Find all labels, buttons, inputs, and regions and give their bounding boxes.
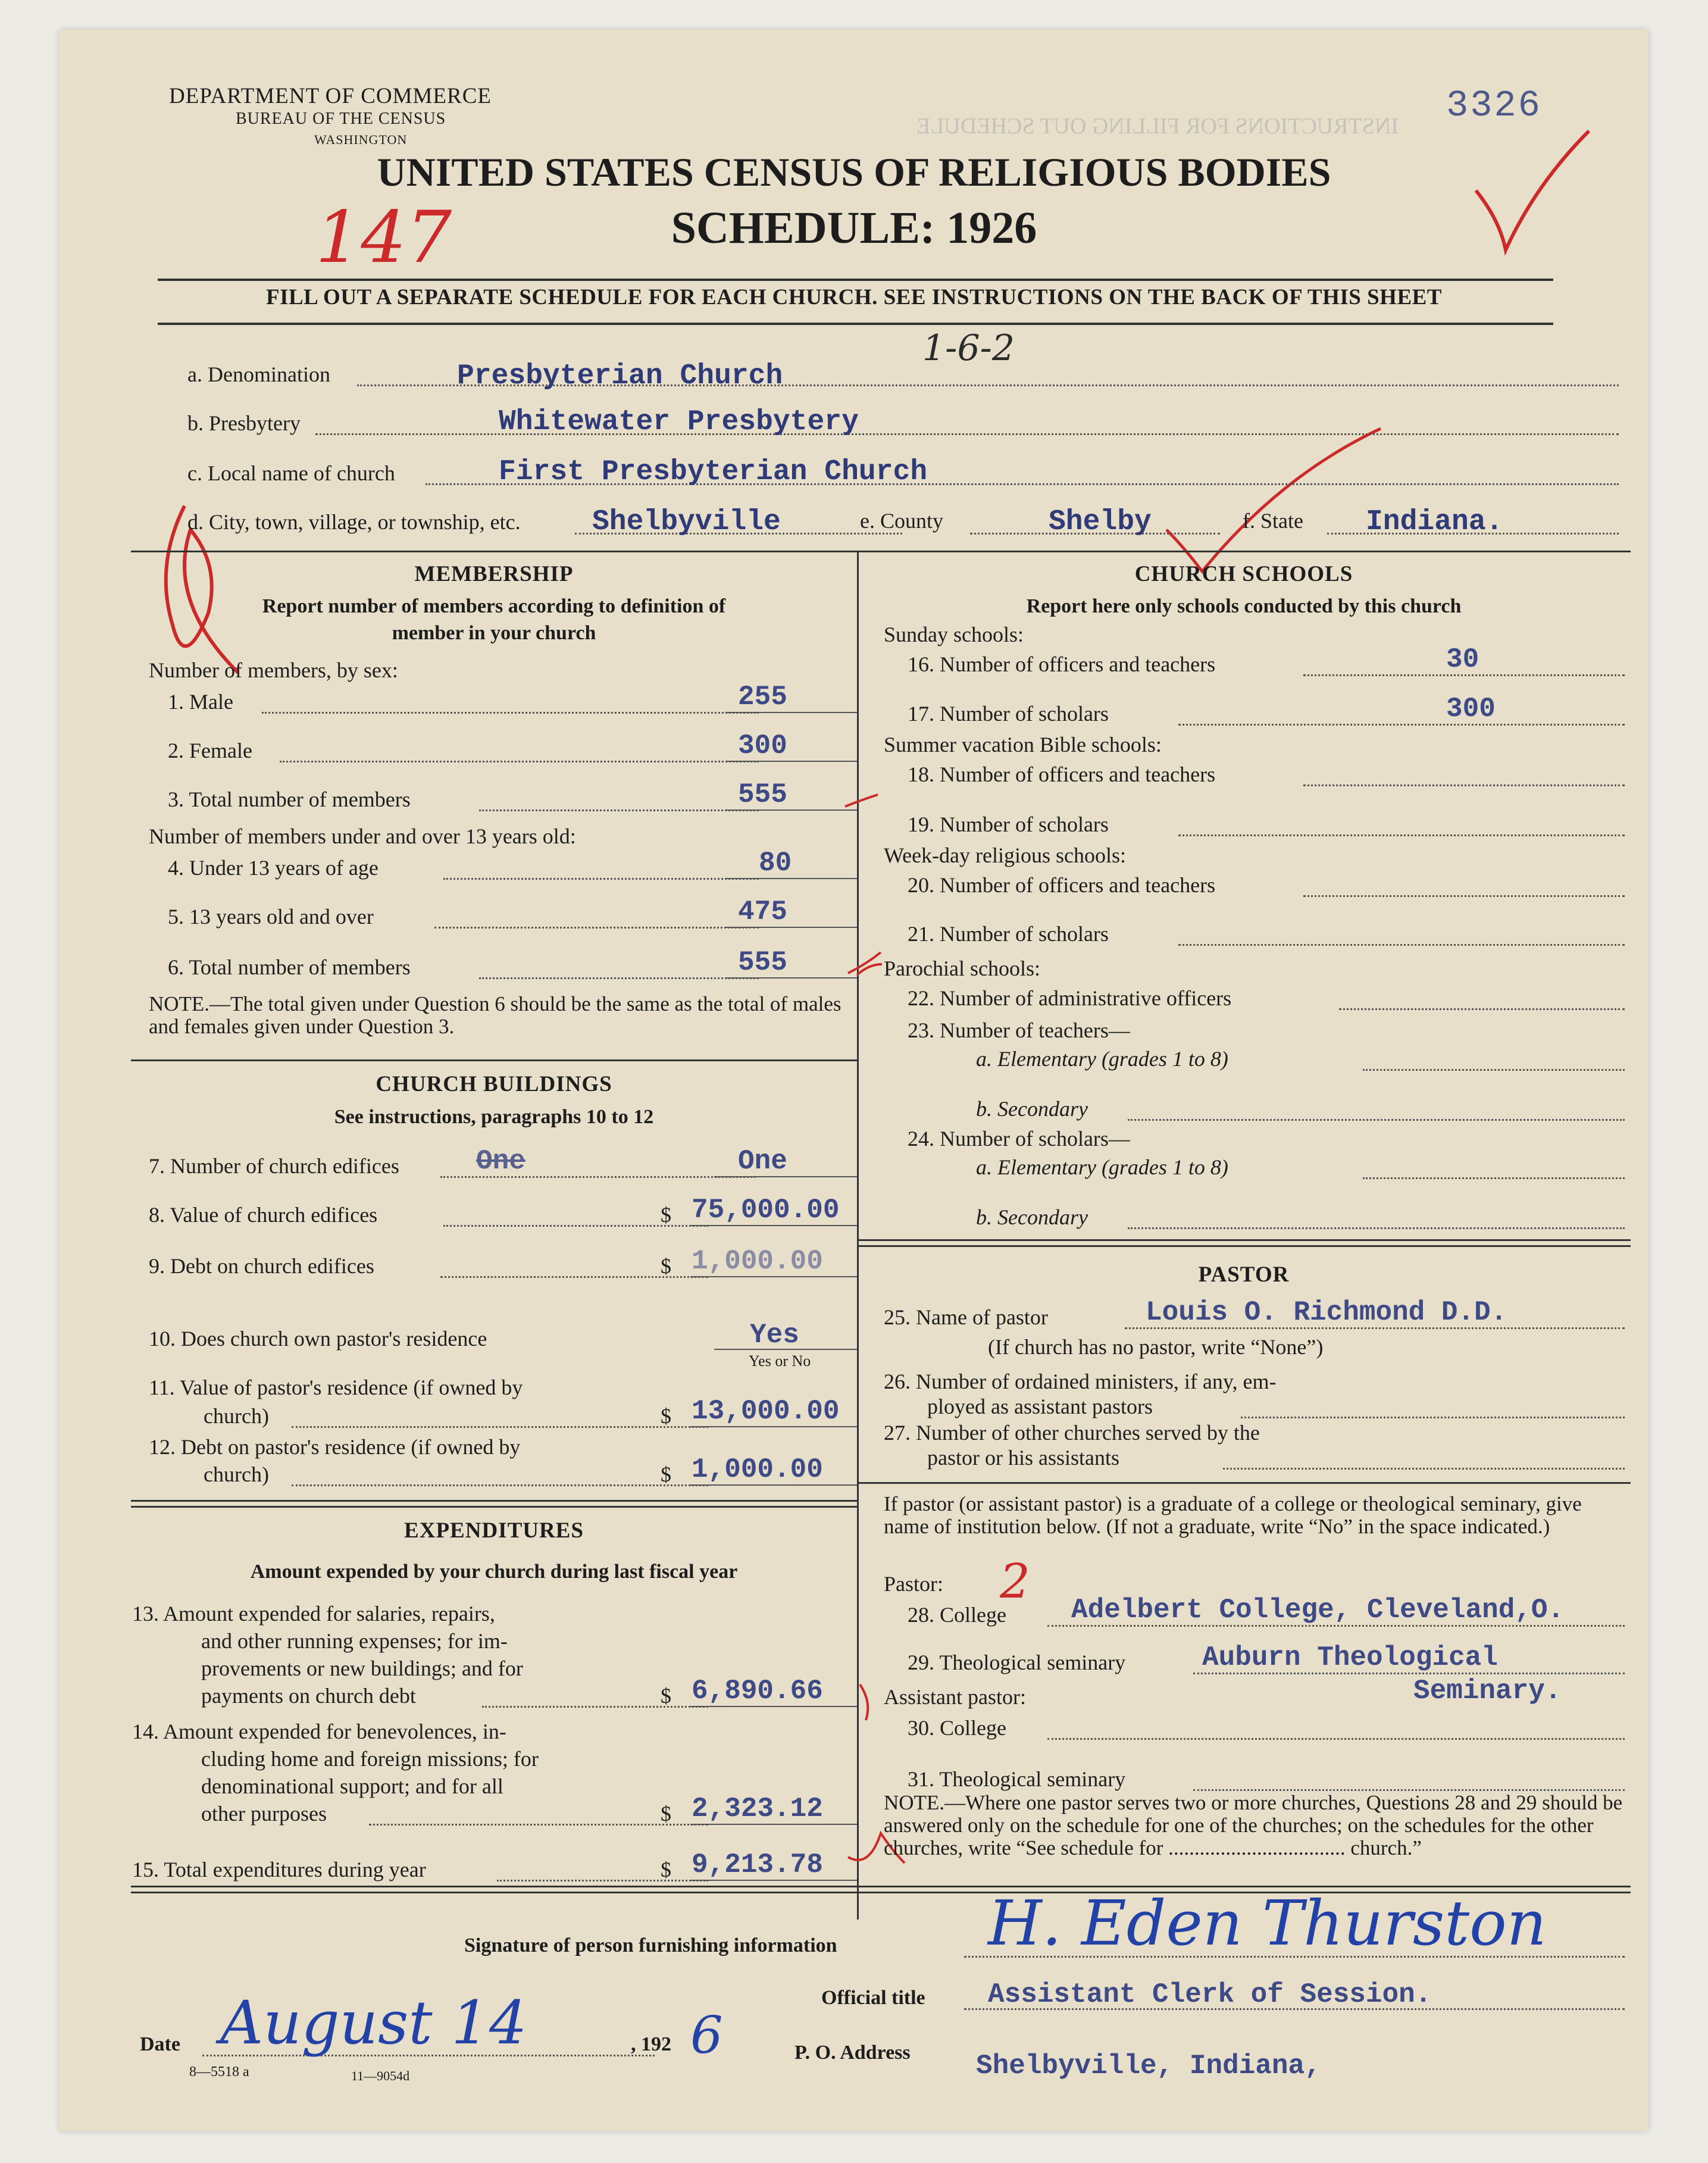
q13-dollar: $ [661,1684,671,1708]
red-tick-q6 [845,946,887,982]
bureau-label: BUREAU OF THE CENSUS [236,110,446,128]
q26-line-1: 26. Number of ordained ministers, if any, em- [884,1370,1277,1393]
q1-label: 1. Male [168,690,233,714]
state-field[interactable]: Indiana. [1366,506,1503,538]
parochial-schools-label: Parochial schools: [884,957,1040,980]
form-title: UNITED STATES CENSUS OF RELIGIOUS BODIES [377,149,1331,195]
q31-label: 31. Theological seminary [908,1767,1126,1791]
q2-female[interactable]: 300 [738,730,787,761]
q17-label: 17. Number of scholars [908,702,1109,726]
expenditures-sub: Amount expended by your church during last fiscal year [250,1561,738,1583]
q22-label: 22. Number of administrative officers [908,986,1232,1010]
graduate-note: If pastor (or assistant pastor) is a graduate of a college or theological seminary, give name of institution below. (If not a graduate, write “No” in the space indicated.) [884,1492,1582,1538]
q23a-label: a. Elementary (grades 1 to 8) [976,1047,1228,1071]
sunday-schools-label: Sunday schools: [884,623,1024,646]
department-label: DEPARTMENT OF COMMERCE [169,84,492,108]
membership-intro-1: Report number of members according to definition of [262,595,726,617]
membership-heading: MEMBERSHIP [414,562,574,586]
q25-pastor-name[interactable]: Louis O. Richmond D.D. [1146,1297,1507,1328]
year-prefix: , 192 [631,2033,671,2055]
buildings-sub: See instructions, paragraphs 10 to 12 [334,1106,654,1128]
q29-seminary-line-2[interactable]: Seminary. [1413,1676,1562,1706]
q10-label: 10. Does church own pastor's residence [149,1327,487,1351]
q14-line-3: denominational support; and for all [201,1774,503,1798]
q7-struck-value: One [476,1146,525,1177]
q15-dollar: $ [661,1858,671,1881]
q4-label: 4. Under 13 years of age [168,856,378,880]
q21-label: 21. Number of scholars [908,922,1109,946]
red-tick-q3 [842,783,884,818]
q16-label: 16. Number of officers and teachers [908,652,1216,676]
q13-line-1: 13. Amount expended for salaries, repairs, [132,1602,495,1626]
po-address-field[interactable]: Shelbyville, Indiana, [976,2051,1321,2081]
members-by-sex: Number of members, by sex: [149,658,398,682]
denomination-field[interactable]: Presbyterian Church [457,360,783,392]
q14-benevolences[interactable]: 2,323.12 [692,1793,823,1824]
q8-dollar: $ [661,1203,671,1227]
q27-line-2: pastor or his assistants [927,1446,1119,1470]
bleed-through-text: INSTRUCTIONS FOR FILLING OUT SCHEDULE [916,114,1399,139]
pastor-note: NOTE.—Where one pastor serves two or more churches, Questions 28 and 29 should be answered only on the schedule for one of the churches; on the schedules for the other churches, write “See schedule for .................................. church.” [884,1791,1623,1859]
date-label: Date [140,2033,180,2055]
q26-line-2: ployed as assistant pastors [927,1395,1153,1418]
county-label: e. County [860,509,943,533]
stamp-number: 3326 [1446,85,1542,127]
q23b-label: b. Secondary [976,1097,1088,1121]
city-field[interactable]: Shelbyville [592,506,781,538]
city-field-label: d. City, town, village, or township, etc. [187,510,521,534]
signature-label: Signature of person furnishing information [464,1934,837,1956]
q6-total[interactable]: 555 [738,947,787,978]
pastor-heading: PASTOR [1198,1262,1290,1287]
q14-dollar: $ [661,1802,671,1826]
q7-edifices[interactable]: One [738,1146,787,1177]
expenditures-heading: EXPENDITURES [404,1518,584,1543]
q8-label: 8. Value of church edifices [149,1203,378,1227]
q24b-label: b. Secondary [976,1205,1088,1229]
q14-line-1: 14. Amount expended for benevolences, in- [132,1720,506,1743]
form-number: 8—5518 a [189,2064,249,2080]
q9-label: 9. Debt on church edifices [149,1254,374,1278]
q24a-label: a. Elementary (grades 1 to 8) [976,1155,1228,1179]
q27-line-1: 27. Number of other churches served by the [884,1421,1260,1445]
q7-label: 7. Number of church edifices [149,1154,399,1178]
po-address-label: P. O. Address [794,2042,911,2064]
q13-line-2: and other running expenses; for im- [201,1629,508,1653]
red-check-mark-county [1160,423,1387,577]
q5-over13[interactable]: 475 [738,896,787,927]
q5-label: 5. 13 years old and over [168,905,374,929]
q9-dollar: $ [661,1254,671,1278]
instruction-line: FILL OUT A SEPARATE SCHEDULE FOR EACH CHURCH. SEE INSTRUCTIONS ON THE BACK OF THIS SHEET [265,285,1442,310]
presbytery-field[interactable]: Whitewater Presbytery [499,406,859,438]
q3-label: 3. Total number of members [168,787,411,811]
weekday-schools-label: Week-day religious schools: [884,843,1127,867]
members-by-age: Number of members under and over 13 years old: [149,824,576,848]
local-name-label: c. Local name of church [187,461,395,485]
denomination-label: a. Denomination [187,362,330,386]
date-field[interactable]: August 14 [220,1988,527,2058]
membership-intro-2: member in your church [392,622,596,644]
q12-label-2: church) [204,1462,269,1486]
print-number: 11—9054d [351,2068,410,2083]
q4-under13[interactable]: 80 [759,848,792,879]
q18-label: 18. Number of officers and teachers [908,762,1216,786]
q25-hint: (If church has no pastor, write “None”) [988,1335,1324,1359]
q10-hint: Yes or No [749,1352,811,1370]
local-name-field[interactable]: First Presbyterian Church [499,456,928,488]
presbytery-label: b. Presbytery [187,411,301,435]
official-title-field[interactable]: Assistant Clerk of Session. [988,1979,1432,2010]
q12-label-1: 12. Debt on pastor's residence (if owned by [149,1435,521,1459]
q17-sunday-scholars[interactable]: 300 [1446,693,1496,724]
q8-value[interactable]: 75,000.00 [692,1195,840,1226]
q30-label: 30. College [908,1716,1006,1740]
q29-label: 29. Theological seminary [908,1651,1126,1674]
q2-label: 2. Female [168,739,252,762]
q15-total-expenditures[interactable]: 9,213.78 [692,1849,823,1880]
q3-total[interactable]: 555 [738,779,787,810]
q15-label: 15. Total expenditures during year [132,1858,426,1881]
year-field[interactable]: 6 [690,2006,723,2065]
official-title-label: Official title [821,1987,925,2009]
census-form-sheet [60,30,1648,2131]
hand-code: 1-6-2 [922,327,1015,369]
schools-intro: Report here only schools conducted by this church [1026,595,1462,617]
q14-line-4: other purposes [201,1802,327,1826]
q14-line-2: cluding home and foreign missions; for [201,1747,539,1771]
q13-running-expenses[interactable]: 6,890.66 [692,1676,823,1706]
buildings-heading: CHURCH BUILDINGS [376,1072,612,1096]
q1-male[interactable]: 255 [738,682,787,712]
q11-dollar: $ [661,1404,671,1428]
q23-label: 23. Number of teachers— [908,1018,1130,1042]
q11-label-2: church) [204,1404,269,1428]
q10-owns-residence[interactable]: Yes [750,1320,799,1351]
county-field[interactable]: Shelby [1049,506,1152,538]
q20-label: 20. Number of officers and teachers [908,873,1216,897]
red-hand-2: 2 [1000,1554,1030,1609]
q19-label: 19. Number of scholars [908,812,1109,836]
schools-heading: CHURCH SCHOOLS [1134,562,1353,586]
q25-label: 25. Name of pastor [884,1305,1048,1329]
red-hand-number: 147 [315,196,452,279]
signature-field[interactable]: H. Eden Thurston [988,1887,1547,1959]
q28-college[interactable]: Adelbert College, Cleveland,O. [1071,1595,1565,1626]
pastor-subheading: Pastor: [884,1572,944,1596]
q13-line-3: provements or new buildings; and for [201,1656,523,1680]
q29-seminary-line-1[interactable]: Auburn Theological [1202,1642,1498,1673]
q9-debt[interactable]: 1,000.00 [692,1246,823,1277]
red-check-mark [1464,119,1595,256]
q13-line-4: payments on church debt [201,1684,416,1708]
city-label: WASHINGTON [314,132,408,147]
q12-dollar: $ [661,1462,671,1486]
q12-residence-debt[interactable]: 1,000.00 [692,1454,823,1485]
state-label: f. State [1243,509,1303,533]
q6-label: 6. Total number of members [168,955,411,979]
vacation-schools-label: Summer vacation Bible schools: [884,733,1162,757]
q28-label: 28. College [908,1603,1006,1627]
q11-residence-value[interactable]: 13,000.00 [692,1396,840,1427]
schedule-year: SCHEDULE: 1926 [671,203,1037,253]
membership-note: NOTE.—The total given under Question 6 should be the same as the total of males and females given under Question 3. [149,992,842,1038]
q24-label: 24. Number of scholars— [908,1127,1130,1151]
q16-sunday-teachers[interactable]: 30 [1446,644,1479,675]
assistant-pastor-subheading: Assistant pastor: [884,1685,1026,1709]
q11-label-1: 11. Value of pastor's residence (if owned by [149,1376,523,1399]
